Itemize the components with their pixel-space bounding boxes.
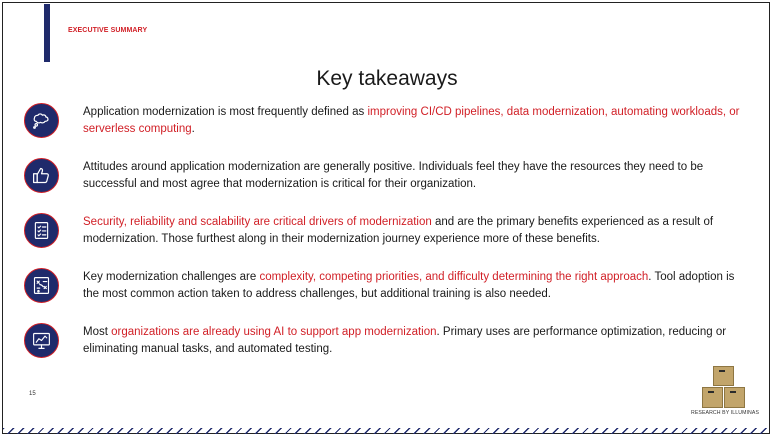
- takeaway-segment: . Primary uses are performance optimization, reducing or eliminating manual tasks, and automated testing.: [83, 326, 727, 355]
- logo-box-bottom-right: [724, 387, 745, 408]
- page-number: 15: [29, 391, 36, 397]
- strategy-board-icon: [24, 268, 59, 303]
- takeaway-segment: Key modernization challenges are: [83, 271, 260, 283]
- takeaway-segment: . Tool adoption is the most common action taken to address challenges, but additional training is also needed.: [83, 271, 735, 300]
- thumbs-up-icon: [24, 158, 59, 193]
- takeaway-highlight: organizations are already using AI to support app modernization: [111, 326, 437, 338]
- section-label: EXECUTIVE SUMMARY: [68, 27, 148, 34]
- logo-text: RESEARCH BY ILLUMINAS: [690, 410, 760, 416]
- takeaway-segment: .: [191, 122, 195, 135]
- illuminas-logo: [685, 364, 765, 420]
- monitor-chart-icon: [24, 323, 59, 358]
- takeaway-text: [83, 214, 743, 247]
- takeaway-segment: Most: [83, 326, 112, 338]
- logo-box-bottom-left: [702, 387, 723, 408]
- accent-bar: [44, 4, 50, 62]
- takeaway-segment: and are the primary benefits experienced as a result of modernization. Those furthest along in their modernization journey experience more of these benefits.: [83, 216, 714, 245]
- takeaway-segment: Application modernization is most frequently defined as: [83, 106, 368, 118]
- takeaway-text: [83, 324, 743, 357]
- takeaway-highlight: improving CI/CD pipelines, data modernization, automating workloads, or serverless computing: [83, 106, 740, 135]
- takeaway-text: [83, 269, 743, 302]
- checklist-icon: [24, 213, 59, 248]
- takeaway-text: [83, 159, 743, 192]
- takeaway-highlight: complexity, competing priorities, and difficulty determining the right approach: [259, 271, 649, 283]
- logo-box-top: [713, 366, 734, 386]
- thought-bubble-icon: [24, 103, 59, 138]
- takeaway-segment: Attitudes around application modernization are generally positive. Individuals feel they have the resources they need to be successful and most agree that modernization is critical for their organization.: [83, 161, 704, 190]
- footer-stripes: [3, 428, 769, 434]
- page-title: Key takeaways: [316, 67, 458, 90]
- takeaway-highlight: Security, reliability and scalability are critical drivers of modernization: [83, 216, 432, 228]
- takeaway-text: [83, 104, 743, 137]
